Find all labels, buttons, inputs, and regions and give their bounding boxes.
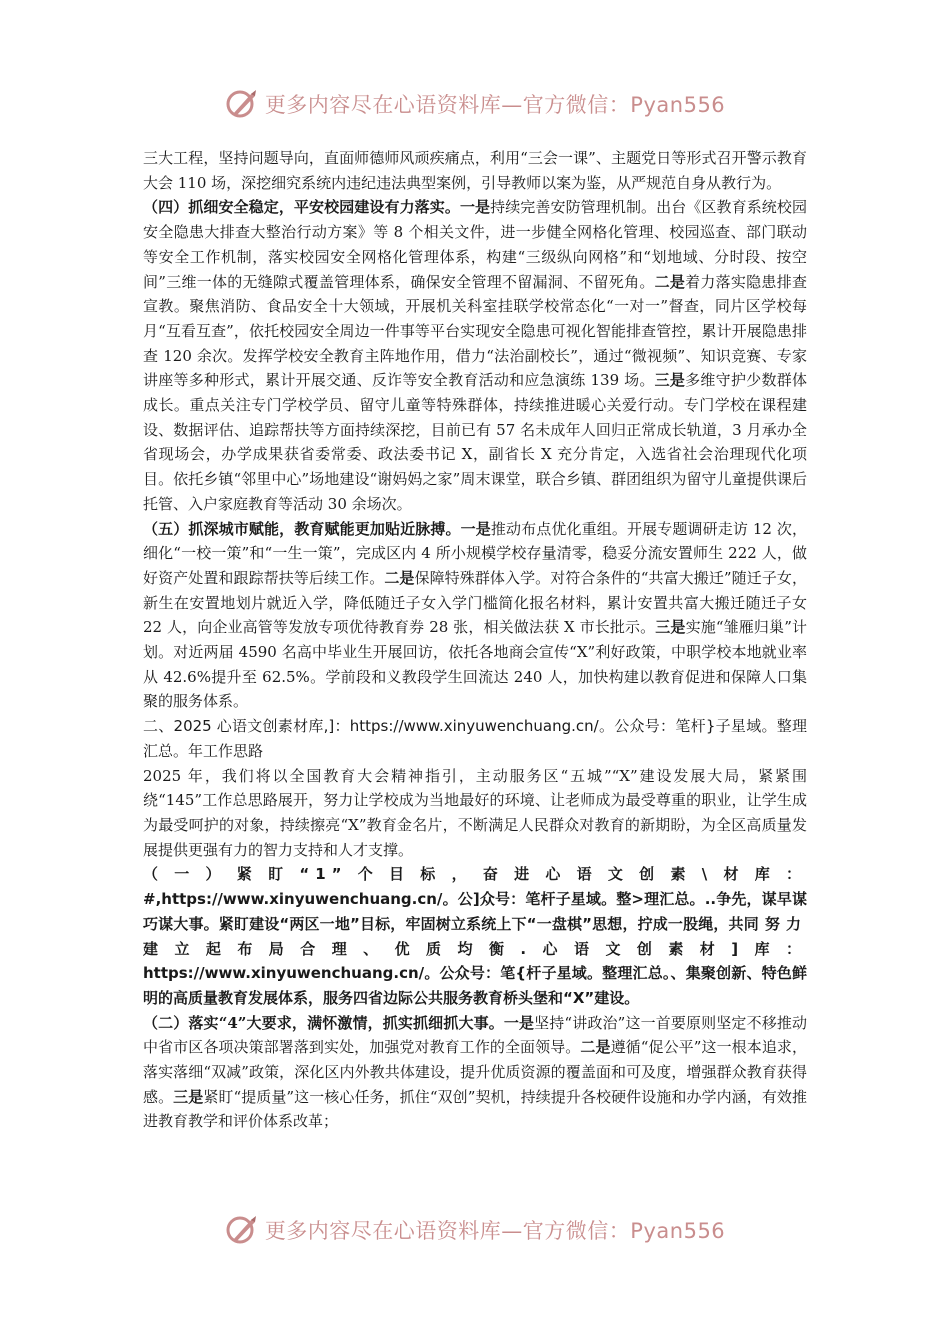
paragraph: （二）落实“4”大要求，满怀激情，抓实抓细抓大事。一是坚持“讲政治”这一首要原则坚定不移推动中省市区各项决策部署落到实处，加强党对教育工作的全面领导。二是遵循“促公平”这一根本追求，落实落细“双减”政策，深化区内外教共体建设，提升优质资源的覆盖面和可及度，增强群众教育获得感。三是紧盯“提质量”这一核心任务，抓住“双创”契机，持续提升各校硬件设施和办学内涵，有效推进教育教学和评价体系改革；: [143, 1013, 807, 1131]
section-heading: （四）抓细安全稳定，平安校园建设有力落实。: [143, 198, 460, 217]
section-heading: （五）抓深城市赋能，教育赋能更加贴近脉搏。: [143, 519, 461, 538]
paragraph: 三大工程，坚持问题导向，直面师德师风顽疾痛点，利用“三会一课”、主题党日等形式召开警示教育大会 110 场，深挖细究系统内违纪违法典型案例，引导教师以案为鉴，从严规范自身从教行为。: [143, 149, 807, 192]
document-body: [143, 146, 807, 1134]
section-heading: （二）落实“4”大要求，满怀激情，抓实抓细抓大事。: [143, 1013, 504, 1032]
paragraph: （四）抓细安全稳定，平安校园建设有力落实。一是持续完善安防管理机制。出台《区教育系统校园安全隐患大排查大整治行动方案》等 8 个相关文件，进一步健全网格化管理、校园巡查、部门联动等安全工作机制，落实校园安全网格化管理体系，构建“三级纵向网格”和“划地域、分时段、按空间”三维一体的无缝隙式覆盖管理体系，确保安全管理不留漏洞、不留死角。二是着力落实隐患排查宣教。聚焦消防、食品安全十大领域，开展机关科室挂联学校常态化“一对一”督查，同片区学校每月“互看互查”，依托校园安全周边一件事等平台实现安全隐患可视化智能排查管控，累计开展隐患排查 120 余次。发挥学校安全教育主阵地作用，借力“法治副校长”，通过“微视频”、知识竞赛、专家讲座等多种形式，累计开展交通、反诈等安全教育活动和应急演练 139 场。三是多维守护少数群体成长。重点关注专门学校学员、留守儿童等特殊群体，持续推进暖心关爱行动。专门学校在课程建设、数据评估、追踪帮扶等方面持续深挖，目前已有 57 名未成年人回归正常成长轨道，3 月承办全省现场会，办学成果获省委常委、政法委书记 X，副省长 X 充分肯定，入选省社会治理现代化项目。依托乡镇“邻里中心”场地建设“谢妈妈之家”周末课堂，联合乡镇、群团组织为留守儿童提供课后托管、入户家庭教育等活动 30 余场次。: [143, 198, 807, 513]
quill-logo-icon: [225, 87, 259, 121]
paragraph: 2025 年，我们将以全国教育大会精神指引，主动服务区“五城”“X”建设发展大局，紧紧围绕“145”工作总思路展开，努力让学校成为当地最好的环境、让老师成为最受尊重的职业，让学生成为最受呵护的对象，持续擦亮“X”教育金名片，不断满足人民群众对教育的新期盼，为全区高质量发展提供更强有力的智力支持和人才支撑。: [143, 766, 807, 859]
chapter-heading: 二、2025 心语文创素材库,]：https://www.xinyuwenchuang.cn/。公众号：笔杆}子星域。整理汇总。年工作思路: [143, 717, 807, 760]
quill-logo-icon: [225, 1213, 259, 1247]
header-watermark-banner: [0, 84, 950, 124]
watermark-text: 更多内容尽在心语资料库—官方微信：Pyan556: [264, 1219, 726, 1243]
paragraph: （五）抓深城市赋能，教育赋能更加贴近脉搏。一是推动布点优化重组。开展专题调研走访 12 次，细化“一校一策”和“一生一策”，完成区内 4 所小规模学校存量清零，稳妥分流安置师生 222 人，做好资产处置和跟踪帮扶等后续工作。二是保障特殊群体入学。对符合条件的“共富大搬迁”随迁子女，新生在安置地划片就近入学，降低随迁子女入学门槛简化报名材料，累计安置共富大搬迁随迁子女 22 人，向企业高管等发放专项优待教育券 28 张，相关做法获 X 市长批示。三是实施“雏雁归巢”计划。对近两届 4590 名高中毕业生开展回访，依托各地商会宣传“X”利好政策，中职学校本地就业率从 42.6%提升至 62.5%。学前段和义教段学生回流达 240 人，加快构建以教育促进和保障人口集聚的服务体系。: [143, 519, 807, 711]
footer-watermark-banner: [0, 1210, 950, 1250]
watermark-text: 更多内容尽在心语资料库—官方微信：Pyan556: [264, 93, 726, 117]
paragraph: （一）紧盯“1”个目标，奋进心语文创素\材库：#,https://www.xinyuwenchuang.cn/。公]众号：笔杆子星域。整>理汇总。..争先，谋早谋巧谋大事。紧盯建设“两区一地”目标，牢固树立系统上下“一盘棋”思想，拧成一股绳，共同努力建立起布局合理、优质均衡.心语文创素材]库：https://www.xinyuwenchuang.cn/。公众号：笔{杆子星域。整理汇总。、集聚创新、特色鲜明的高质量教育发展体系，服务四省边际公共服务教育桥头堡和“X”建设。: [143, 865, 807, 1007]
